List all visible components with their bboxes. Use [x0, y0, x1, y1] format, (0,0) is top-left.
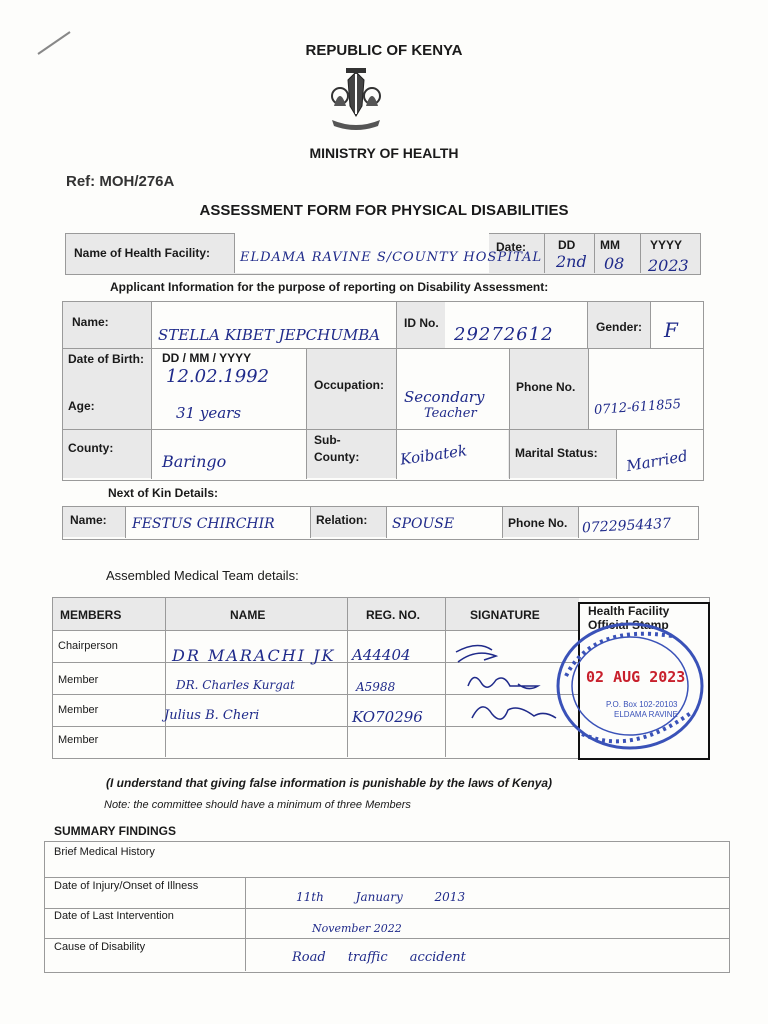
occupation-label: Occupation: — [314, 378, 385, 392]
col-name: NAME — [230, 608, 266, 622]
declaration: (I understand that giving false information is punishable by the laws of Kenya) — [106, 776, 553, 790]
occupation-line2: Teacher — [424, 406, 477, 421]
col-members: MEMBERS — [60, 608, 122, 622]
grid-line — [151, 301, 152, 479]
date-month: 08 — [604, 254, 625, 273]
stamp-address: P.O. Box 102-20103 — [606, 700, 678, 709]
col-signature: SIGNATURE — [470, 608, 540, 622]
applicant-gender: F — [664, 318, 678, 342]
form-title: ASSESSMENT FORM FOR PHYSICAL DISABILITIES — [199, 202, 569, 219]
kin-phone: 0722954437 — [581, 515, 672, 537]
grid-line — [587, 301, 588, 348]
summary-label: Date of Injury/Onset of Illness — [54, 880, 199, 892]
subcounty-label: Sub-County: — [314, 433, 360, 464]
col-reg: REG. NO. — [366, 608, 421, 622]
applicant-county: Baringo — [162, 452, 227, 471]
official-stamp-icon — [552, 616, 712, 756]
grid-line — [245, 877, 246, 971]
divider — [640, 233, 641, 273]
grid-line — [396, 301, 397, 348]
grid-line — [396, 348, 397, 479]
grid-line — [616, 429, 617, 479]
grid-line — [509, 348, 510, 479]
stamp-date: 02 AUG 2023 — [586, 668, 686, 686]
grid-line — [44, 908, 729, 909]
facility-name: ELDAMA RAVINE S/COUNTY HOSPITAL — [240, 250, 543, 265]
stamp-town: ELDAMA RAVINE — [614, 710, 678, 719]
grid-line — [44, 938, 729, 939]
occupation-line1: Secondary — [404, 388, 485, 406]
grid-line — [62, 348, 703, 349]
grid-line — [306, 348, 307, 479]
facility-label: Name of Health Facility: — [74, 246, 211, 260]
kin-name: FESTUS CHIRCHIR — [132, 516, 275, 532]
divider — [594, 233, 595, 273]
date-label: Date: — [496, 240, 527, 254]
divider — [544, 233, 545, 273]
applicant-name: STELLA KIBET JEPCHUMBA — [158, 326, 381, 344]
date-year: 2023 — [648, 256, 689, 275]
kin-caption: Next of Kin Details: — [108, 486, 219, 500]
phone-label: Phone No. — [516, 380, 576, 394]
grid-line — [165, 597, 166, 757]
age-label: Age: — [68, 399, 95, 413]
grid-line — [502, 506, 503, 538]
member-reg: KO70296 — [352, 708, 423, 726]
ministry-heading: MINISTRY OF HEALTH — [309, 145, 459, 161]
id-label: ID No. — [404, 316, 439, 330]
member-reg: A44404 — [352, 646, 411, 664]
county-label: County: — [68, 441, 114, 455]
cause-of-disability: Road traffic accident — [292, 950, 466, 965]
date-of-injury: 11th January 2013 — [296, 890, 466, 904]
grid-line — [347, 597, 348, 757]
dd-label: DD — [558, 238, 576, 252]
role-chair: Chairperson — [58, 640, 118, 652]
dob-format: DD / MM / YYYY — [162, 351, 252, 365]
applicant-phone: 0712-611855 — [593, 396, 682, 419]
applicant-age: 31 years — [176, 404, 242, 422]
marital-label: Marital Status: — [515, 446, 598, 460]
last-intervention: November 2022 — [312, 922, 402, 935]
grid-line — [310, 506, 311, 538]
republic-heading: REPUBLIC OF KENYA — [305, 42, 463, 59]
role-member: Member — [58, 674, 99, 686]
gender-label: Gender: — [596, 320, 643, 334]
summary-title: SUMMARY FINDINGS — [54, 824, 177, 838]
kin-relation-label: Relation: — [316, 513, 368, 527]
grid-line — [62, 429, 703, 430]
date-day: 2nd — [556, 252, 587, 271]
member-name: DR. Charles Kurgat — [176, 678, 295, 692]
applicant-caption: Applicant Information for the purpose of reporting on Disability Assessment: — [110, 280, 549, 294]
grid-line — [52, 630, 579, 631]
coat-of-arms-icon — [328, 66, 384, 136]
member-name: DR MARACHI JK — [172, 646, 336, 665]
summary-label: Brief Medical History — [54, 846, 155, 858]
yyyy-label: YYYY — [650, 238, 683, 252]
kin-relation: SPOUSE — [392, 516, 455, 532]
grid-line — [578, 506, 579, 538]
kin-name-label: Name: — [70, 513, 107, 527]
grid-line — [125, 506, 126, 538]
grid-line — [588, 348, 589, 429]
grid-line — [44, 877, 729, 878]
member-reg: A5988 — [356, 680, 396, 694]
mm-label: MM — [600, 238, 620, 252]
grid-line — [445, 597, 446, 757]
name-label: Name: — [72, 315, 109, 329]
applicant-dob: 12.02.1992 — [166, 366, 270, 387]
team-caption: Assembled Medical Team details: — [106, 568, 299, 583]
applicant-subcounty: Koibatek — [399, 441, 469, 469]
dob-label: Date of Birth: — [68, 352, 144, 366]
applicant-id: 29272612 — [454, 324, 554, 345]
grid-line — [386, 506, 387, 538]
kin-phone-label: Phone No. — [508, 516, 568, 530]
role-member: Member — [58, 704, 99, 716]
summary-label: Date of Last Intervention — [54, 910, 174, 922]
grid-line — [650, 301, 651, 348]
stamp-label: Health Facility Official Stamp — [588, 604, 670, 632]
committee-note: Note: the committee should have a minimum of three Members — [104, 799, 411, 811]
applicant-marital: Married — [624, 446, 690, 476]
member-name: Julius B. Cheri — [164, 708, 260, 723]
reference-number: Ref: MOH/276A — [66, 173, 175, 190]
role-member: Member — [58, 734, 99, 746]
summary-label: Cause of Disability — [54, 941, 146, 953]
